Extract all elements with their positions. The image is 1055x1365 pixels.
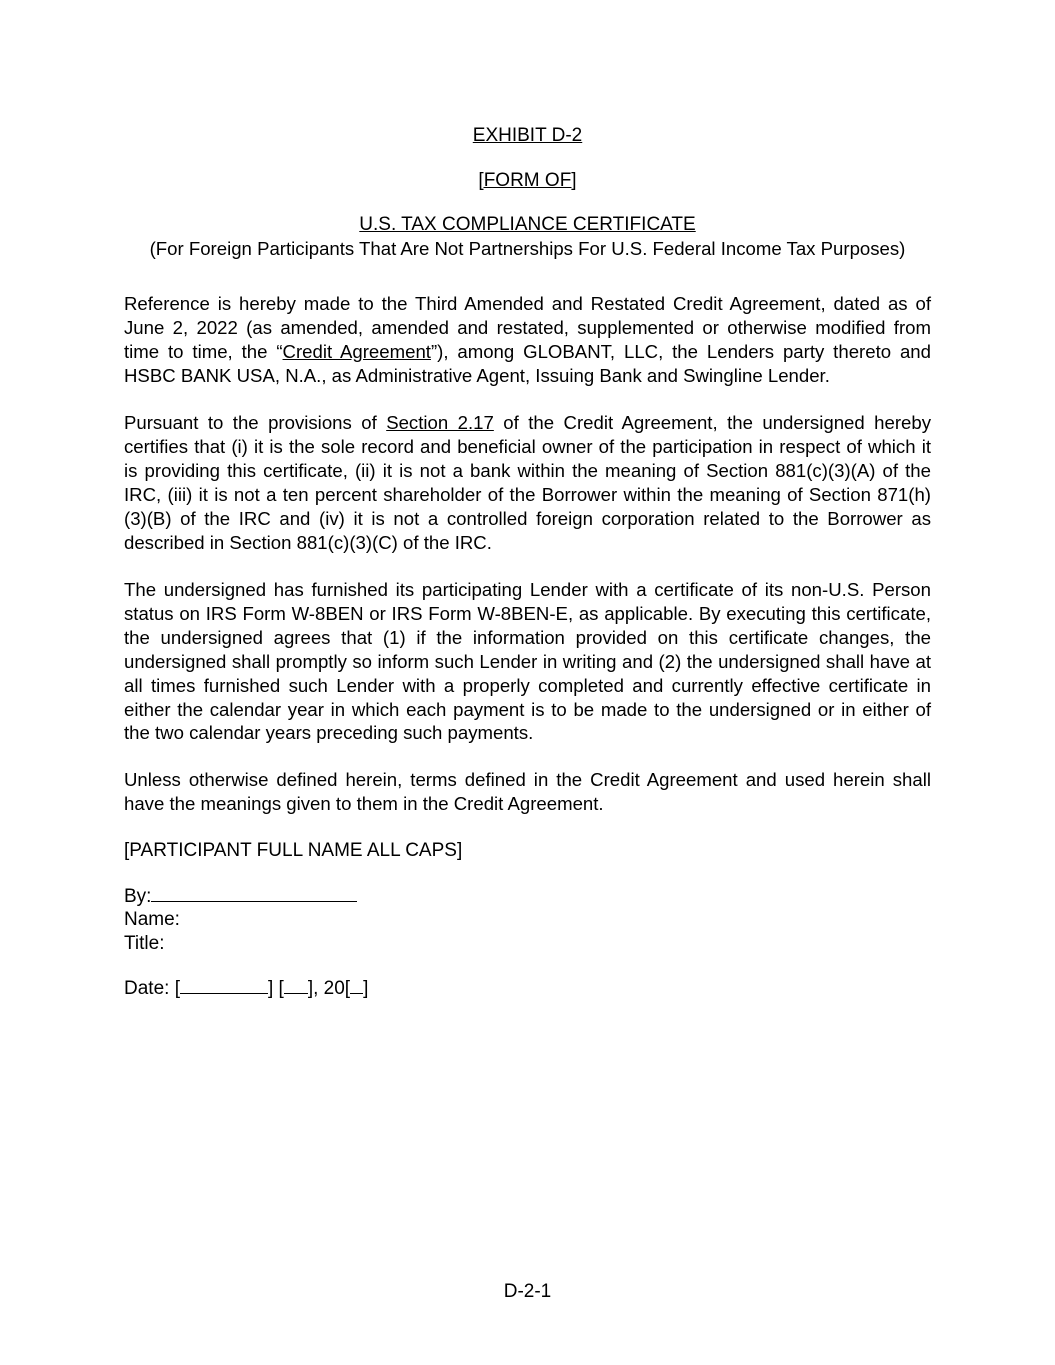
date-separator-1: ] [ — [267, 978, 284, 999]
form-of-heading — [0, 169, 1055, 193]
date-separator-2: ], 20[ — [307, 978, 351, 999]
name-label: Name: — [124, 909, 180, 930]
date-label: Date: [ — [124, 978, 180, 999]
date-day-blank — [284, 976, 308, 994]
certificate-title — [0, 213, 1055, 237]
title-label: Title: — [124, 933, 165, 954]
paragraph-reference-text-1: Reference is hereby made to the Third Amended and Restated Credit Agreement, dated as of June 2, 2022 (as amended, amended and restated, supplemented or otherwise modified from time to time, the “ — [124, 293, 931, 362]
paragraph-certification-text-2: of the Credit Agreement, the undersigned hereby certifies that (i) it is the sole record and beneficial owner of the participation in respect of which it is providing this certificate, (ii) it is not a bank within the meaning of Section 881(c)(3)(A) of the IRC, (iii) it is not a ten percent shareholder of the Borrower within the meaning of Section 871(h)(3)(B) of the IRC and (iv) it is not a controlled foreign corporation related to the Borrower as described in Section 881(c)(3)(C) of the IRC. — [124, 412, 932, 553]
certificate-title-text: U.S. TAX COMPLIANCE CERTIFICATE — [359, 214, 696, 235]
date-year-blank — [350, 976, 363, 994]
paragraph-certification — [124, 411, 931, 554]
date-end-bracket: ] — [363, 978, 369, 999]
paragraph-certification-text-1: Pursuant to the provisions of — [124, 412, 387, 433]
participant-name-placeholder: [PARTICIPANT FULL NAME ALL CAPS] — [124, 840, 463, 861]
date-line — [124, 976, 368, 1001]
page-number: D-2-1 — [503, 1281, 552, 1302]
certificate-subtitle: (For Foreign Participants That Are Not Partnerships For U.S. Federal Income Tax Purposes) — [149, 238, 906, 259]
paragraph-definitions: Unless otherwise defined herein, terms defined in the Credit Agreement and used herein shall have the meanings given to them in the Credit Agreement. — [124, 769, 931, 814]
date-month-blank — [180, 976, 268, 994]
form-of-label: [FORM OF] — [478, 170, 577, 191]
section-reference: Section 2.17 — [386, 412, 494, 433]
paragraph-furnished: The undersigned has furnished its participating Lender with a certificate of its non-U.S. Person status on IRS Form W-8BEN or IRS Form W-8BEN-E, as applicable. By executing this certificate, the undersigned agrees that (1) if the information provided on this certificate changes, the undersigned shall promptly so inform such Lender in writing and (2) the undersigned shall have at all times furnished such Lender with a properly completed and currently effective certificate in either the calendar year in which each payment is to be made to the undersigned or in either of the two calendar years preceding such payments. — [124, 579, 931, 744]
defined-term-credit-agreement: Credit Agreement — [282, 340, 431, 362]
paragraph-reference — [124, 292, 931, 388]
exhibit-heading — [0, 124, 1055, 148]
paragraph-reference-text-2: ”), among GLOBANT, LLC, the Lenders party thereto and HSBC BANK USA, N.A., as Administrative Agent, Issuing Bank and Swingline Lender. — [124, 340, 931, 386]
exhibit-label: EXHIBIT D-2 — [472, 125, 583, 146]
signature-blank — [151, 884, 357, 902]
by-label: By: — [124, 886, 152, 907]
by-signature-line — [124, 884, 357, 909]
